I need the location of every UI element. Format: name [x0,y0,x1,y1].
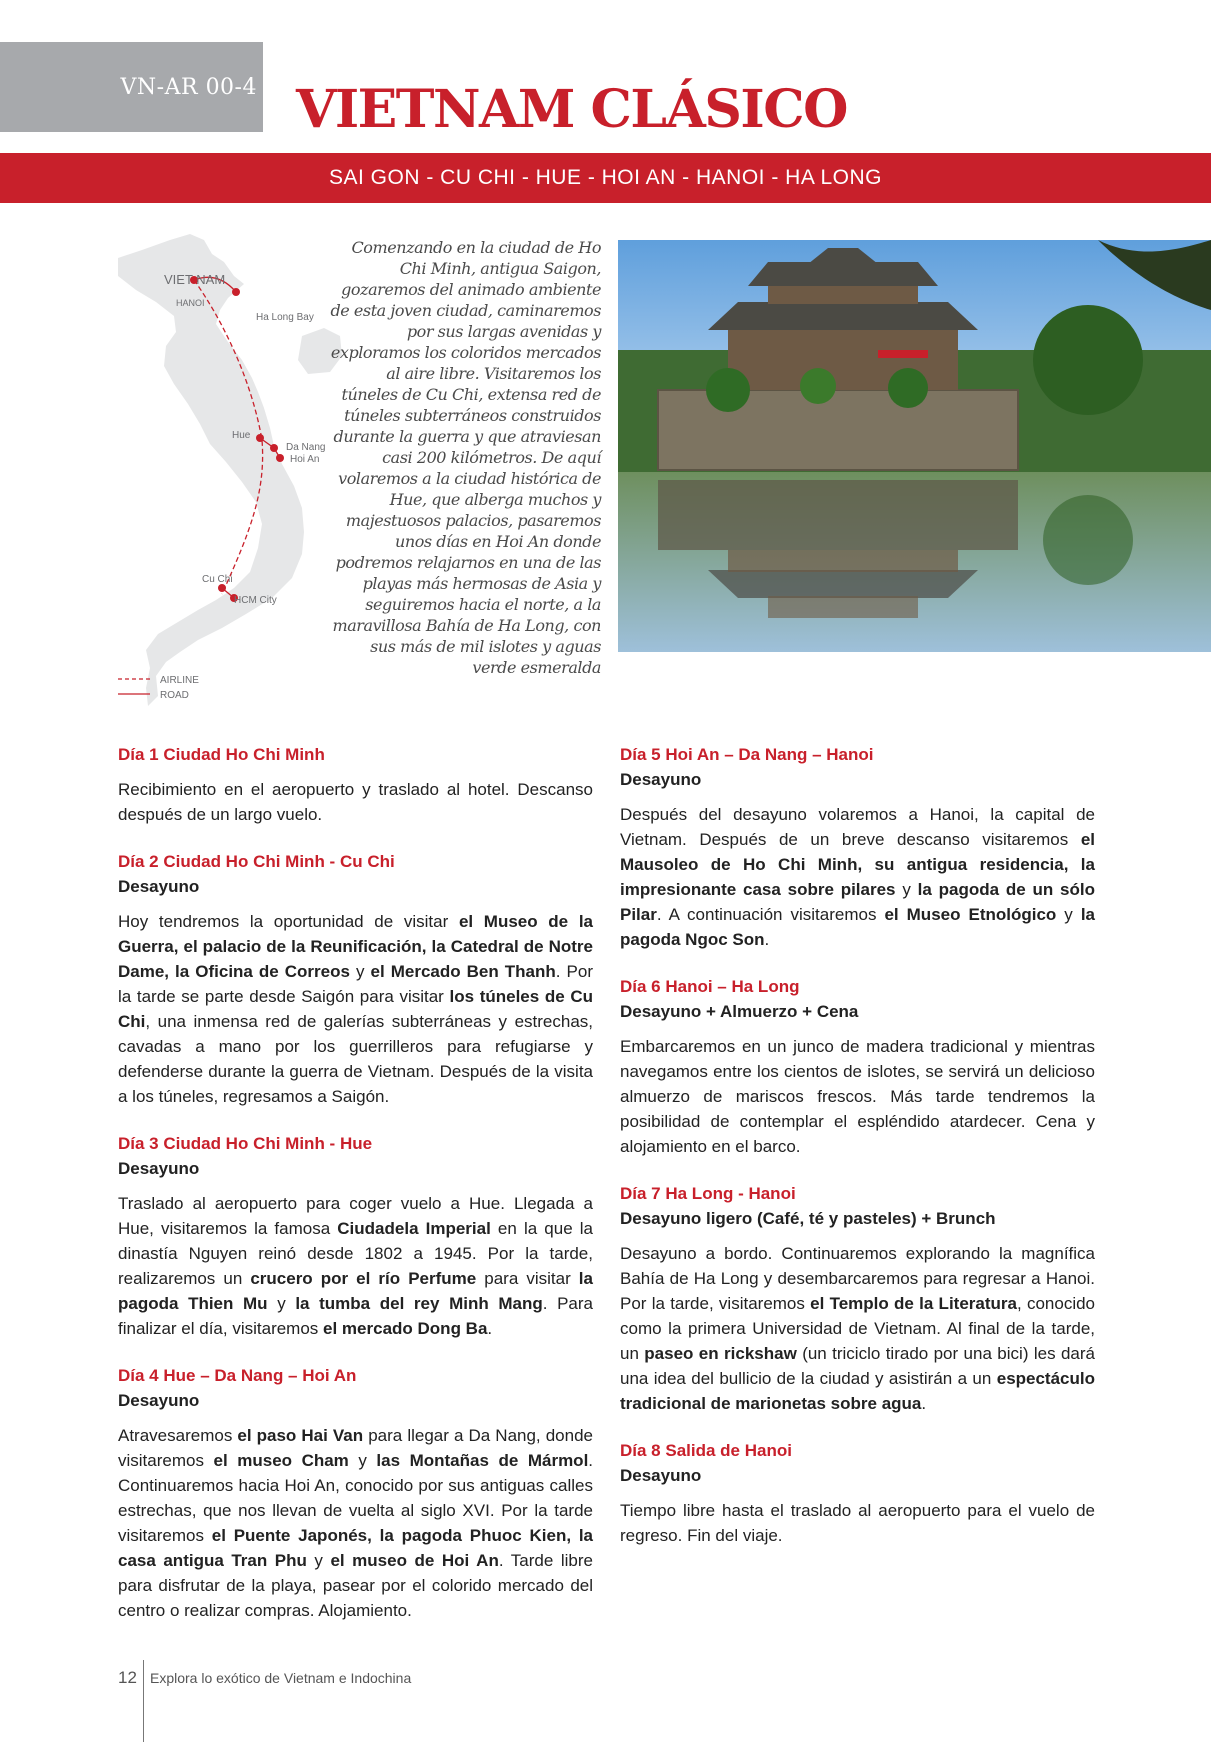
footer-divider [143,1660,144,1742]
itinerary-day [118,849,593,1109]
body-text: Embarcaremos en un junco de madera tradicional y mientras navegamos entre los cientos de islotes, se servirá un delicioso almuerzo de mariscos frescos. Más tarde tendremos la posibilidad de contemplar el espléndido atardecer. Cena y alojamiento en el barco. [620,1037,1095,1156]
day-description [118,909,593,1109]
body-text: Traslado al aeropuerto para coger vuelo a Hue. Llegada a Hue, visitaremos la famosa [118,1194,593,1238]
route-text: SAI GON - CU CHI - HUE - HOI AN - HANOI - HA LONG [328,166,883,189]
body-text: . [921,1394,927,1413]
day-title: Día 8 Salida de Hanoi [620,1441,792,1460]
highlight-text: la tumba del rey Minh Mang [295,1294,543,1313]
day-description [118,1423,593,1623]
hoian-dot [276,454,284,462]
day-meals: Desayuno [118,877,200,896]
day-title: Día 5 Hoi An – Da Nang – Hanoi [620,745,874,764]
halong-label: Ha Long Bay [256,312,314,323]
day-description [620,1241,1095,1416]
highlight-text: espectáculo tradicional de marionetas sobre agua [620,1369,1095,1413]
itinerary-right-column [620,742,1095,1570]
highlight-text: el Templo de la Literatura [810,1294,1017,1313]
body-text: Recibimiento en el aeropuerto y traslado al hotel. Descanso después de un largo vuelo. [118,780,593,824]
day-title: Día 1 Ciudad Ho Chi Minh [118,745,325,764]
body-text: y [1056,905,1081,924]
highlight-text: el Museo Etnológico [884,905,1057,924]
highlight-text: el Puente Japonés, la pagoda Phuoc Kien, la casa antigua Tran Phu [118,1526,594,1570]
hcm-label: HCM City [234,595,277,606]
highlight-text: el paso Hai Van [237,1426,364,1445]
highlight-text: el museo de Hoi An [330,1551,499,1570]
body-text: y [349,962,371,981]
day-meals: Desayuno [118,1391,200,1410]
body-text: Después del desayuno volaremos a Hanoi, la capital de Vietnam. Después de un breve descanso visitaremos [620,805,1095,849]
hoian-label: Hoi An [290,454,320,465]
body-text: (un triciclo tirado por una bici) les dará una idea del bullicio de la ciudad y asistirán a un [620,1344,1095,1388]
highlight-text: Ciudadela Imperial [337,1219,491,1238]
itinerary-day [620,1438,1095,1548]
day-title: Día 6 Hanoi – Ha Long [620,977,800,996]
body-text: . Continuaremos hacia Hoi An, conocido por sus antiguas calles estrechas, que nos llevan de vuelta al siglo XVI. Por la tarde visitaremos [118,1451,594,1545]
day-title: Día 3 Ciudad Ho Chi Minh - Hue [118,1134,373,1153]
itinerary-day [620,1181,1095,1416]
body-text: . Tarde libre para disfrutar de la playa, pasear por el colorido mercado del centro o realizar compras. Alojamiento. [118,1551,593,1620]
vietnam-land-shape [118,234,304,706]
legend-airline: AIRLINE [160,675,199,686]
vietnam-route-map [112,232,342,707]
legend-road: ROAD [160,690,189,701]
country-label: VIET NAM [164,272,226,287]
body-text: . Para finalizar el día, visitaremos [118,1294,594,1338]
route-banner [0,153,1211,203]
body-text: y [267,1294,296,1313]
body-text: . Por la tarde se parte desde Saigón para visitar [118,962,593,1006]
tour-code-box [0,42,263,132]
body-text: , una inmensa red de galerías subterráneas y estrechas, cavadas a mano por los guerrilleros para refugiarse y defenderse durante la guerra de Vietnam. Después de la visita a los túneles, regresamos a Saigón. [118,1012,593,1106]
day-meals: Desayuno [620,770,702,789]
tour-code: VN-AR 00-4 [120,74,257,100]
danang-label: Da Nang [286,442,326,453]
day-meals: Desayuno ligero (Café, té y pasteles) + Brunch [620,1209,996,1228]
day-description [118,1191,593,1341]
itinerary-day [620,742,1095,952]
cuchi-dot [218,584,226,592]
day-meals: Desayuno + Almuerzo + Cena [620,1002,859,1021]
highlight-text: la pagoda Ngoc Son [620,905,1095,949]
highlight-text: la pagoda Thien Mu [118,1269,593,1313]
page-title: VIETNAM CLÁSICO [296,79,847,140]
photo-illustration [618,240,1211,652]
body-text: , conocido como la primera Universidad de Vietnam. Al final de la tarde, un [620,1294,1096,1363]
body-text: . [487,1319,493,1338]
body-text: Hoy tendremos la oportunidad de visitar [118,912,459,931]
day-description [620,1034,1095,1159]
itinerary-day [118,1363,593,1623]
day-meals: Desayuno [118,1159,200,1178]
body-text: Desayuno a bordo. Continuaremos explorando la magnífica Bahía de Ha Long y desembarcaremos para regresar a Hanoi. Por la tarde, visitaremos [620,1244,1095,1313]
danang-dot [270,444,278,452]
body-text: para visitar [476,1269,579,1288]
body-text: en la que la dinastía Nguyen reinó desde 1802 a 1945. Por la tarde, realizaremos un [118,1219,593,1288]
highlight-text: la pagoda de un sólo Pilar [620,880,1095,924]
highlight-text: el Mercado Ben Thanh [370,962,556,981]
map-svg [112,232,342,707]
day-title: Día 4 Hue – Da Nang – Hoi An [118,1366,357,1385]
cuchi-label: Cu Chi [202,574,233,585]
body-text: Atravesaremos [118,1426,238,1445]
day-description [620,802,1095,952]
body-text: Tiempo libre hasta el traslado al aeropuerto para el vuelo de regreso. Fin del viaje. [620,1501,1095,1545]
body-text: y [348,1451,377,1470]
highlight-text: el Museo de la Guerra, el palacio de la Reunificación, la Catedral de Notre Dame, la Oficina de Correos [118,912,593,981]
intro-paragraph: Comenzando en la ciudad de Ho Chi Minh, antigua Saigon, gozaremos del animado ambiente de esta joven ciudad, caminaremos por sus largas avenidas y exploramos los coloridos mercados al aire libre. Visitaremos los túneles de Cu Chi, extensa red de túneles subterráneos construidos durante la guerra y que atraviesan casi 200 kilómetros. De aquí volaremos a la ciudad histórica de Hue, que alberga muchos y majestuosos palacios, pasaremos unos días en Hoi An donde podremos relajarnos en una de las playas más hermosas de Asia y seguiremos hacia el norte, a la maravillosa Bahía de Ha Long, con sus más de mil islotes y aguas verde esmeralda [330,238,601,677]
highlight-text: el museo Cham [213,1451,349,1470]
highlight-text: las Montañas de Mármol [376,1451,589,1470]
day-title: Día 2 Ciudad Ho Chi Minh - Cu Chi [118,852,395,871]
hue-label: Hue [232,430,251,441]
page-number: 12 [118,1668,137,1687]
itinerary-day [620,974,1095,1159]
itinerary-day [118,742,593,827]
hue-citadel-photo [618,240,1211,652]
day-meals: Desayuno [620,1466,702,1485]
body-text: para llegar a Da Nang, donde visitaremos [118,1426,593,1470]
halong-dot [232,288,240,296]
day-title: Día 7 Ha Long - Hanoi [620,1184,796,1203]
body-text: y [895,880,918,899]
body-text: y [306,1551,331,1570]
body-text: . A continuación visitaremos [656,905,885,924]
highlight-text: crucero por el río Perfume [250,1269,477,1288]
hanoi-label: HANOI [176,298,205,308]
highlight-text: el mercado Dong Ba [323,1319,488,1338]
highlight-text: paseo en rickshaw [644,1344,797,1363]
body-text: . [764,930,770,949]
hue-dot [256,434,264,442]
itinerary-left-column [118,742,593,1645]
day-description [620,1498,1095,1548]
day-description [118,777,593,827]
footer-caption: Explora lo exótico de Vietnam e Indochina [150,1670,412,1686]
highlight-text: los túneles de Cu Chi [118,987,594,1031]
highlight-text: el Mausoleo de Ho Chi Minh, su antigua residencia, la impresionante casa sobre pilares [620,830,1095,899]
itinerary-day [118,1131,593,1341]
